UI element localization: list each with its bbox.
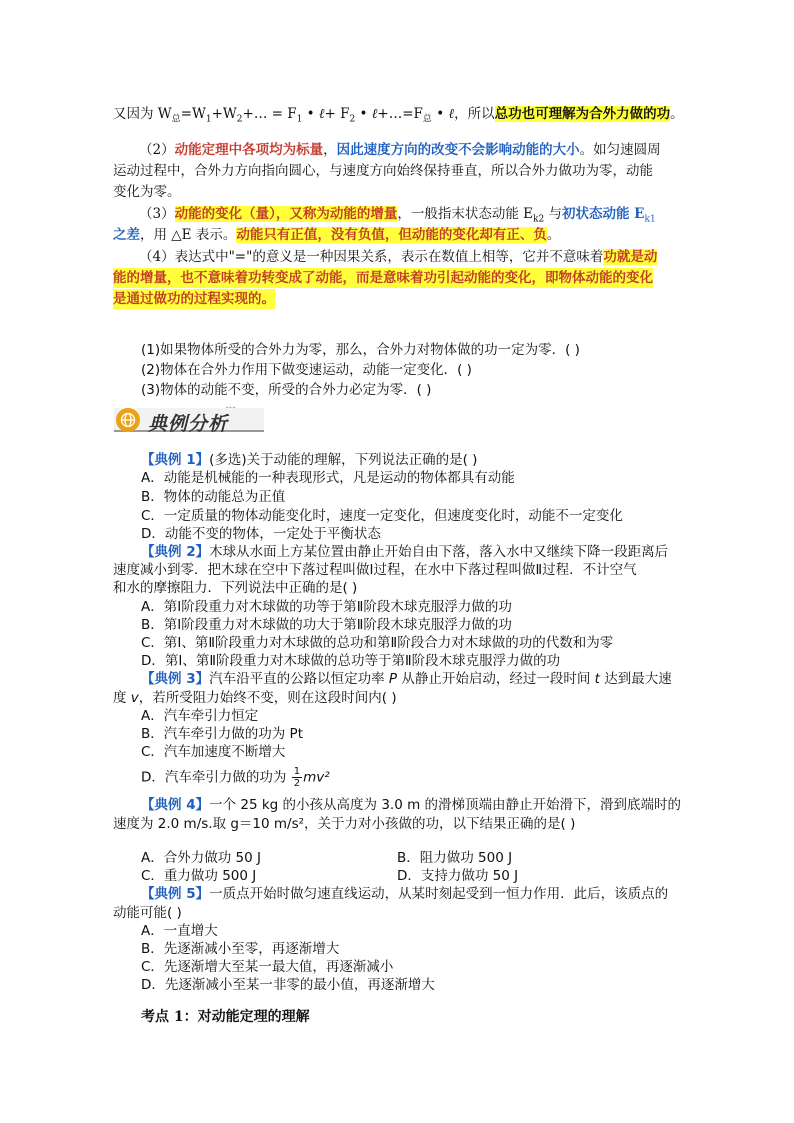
example-2-option-b: B．第Ⅰ阶段重力对木球做的功大于第Ⅱ阶段木球克服浮力做的功 (141, 617, 512, 633)
example-1-option-c: C．一定质量的物体动能变化时，速度一定变化，但速度变化时，动能不一定变化 (141, 508, 623, 524)
example-3-option-b: B．汽车牵引力做的功为 Pt (141, 726, 303, 742)
para-2-line-3: 变化为零。 (113, 184, 181, 200)
example-5-option-b: B．先逐渐减小至零，再逐渐增大 (141, 941, 340, 957)
judge-item-1: (1)如果物体所受的合外力为零，那么，合外力对物体做的功一定为零．( ) (141, 342, 580, 358)
example-5-option-a: A．一直增大 (141, 923, 218, 939)
fraction-half: $\frac{1}{2}$ (293, 766, 301, 789)
example-1-option-b: B．物体的动能总为正值 (141, 489, 286, 505)
example-4-option-b: B．阻力做功 500 J (397, 850, 513, 866)
example-3-option-d: D．汽车牵引力做的功为 $\frac{1}{2}$ mv² (141, 766, 330, 789)
example-4-stem-1: 【典例 4】一个 25 kg 的小孩从高度为 3.0 m 的滑梯顶端由静止开始滑下，滑到底端时的 (141, 797, 682, 813)
para-4-line-1: （4）表达式中"="的意义是一种因果关系，表示在数值上相等，它并不意味着功就是动 (139, 249, 658, 265)
para-3-line-2: 之差，用 △E 表示。动能只有正值，没有负值，但动能的变化却有正、负。 (113, 227, 561, 243)
example-4-option-a: A．合外力做功 50 J (141, 850, 261, 866)
example-2-stem-3: 和水的摩擦阻力．下列说法中正确的是( ) (113, 580, 358, 596)
example-2-stem-2: 速度减小到零．把木球在空中下落过程叫做Ⅰ过程，在水中下落过程叫做Ⅱ过程．不计空气 (113, 562, 637, 578)
example-5-option-d: D．先逐渐减小至某一非零的最小值，再逐渐增大 (141, 977, 435, 993)
para-2-line-1: （2）动能定理中各项均为标量，因此速度方向的改变不会影响动能的大小。如匀速圆周 (139, 142, 661, 158)
example-4-stem-2: 速度为 2.0 m/s.取 g＝10 m/s²，关于力对小孩做的功，以下结果正确的是( ) (113, 816, 576, 832)
example-1-stem: 【典例 1】(多选)关于动能的理解，下列说法正确的是( ) (141, 452, 478, 468)
example-3-stem-2: 度 v，若所受阻力始终不变，则在这段时间内( ) (113, 690, 397, 706)
example-5-stem-2: 动能可能( ) (113, 905, 182, 921)
example-3-option-c: C．汽车加速度不断增大 (141, 744, 286, 760)
judge-item-2: (2)物体在合外力作用下做变速运动，动能一定变化．( ) (141, 362, 472, 378)
section-banner (114, 404, 264, 435)
example-5-option-c: C．先逐渐增大至某一最大值，再逐渐减小 (141, 959, 394, 975)
example-4-option-c: C．重力做功 500 J (141, 868, 257, 884)
example-3-stem-1: 【典例 3】汽车沿平直的公路以恒定功率 P 从静止开始启动，经过一段时间 t 达到最大速 (141, 671, 672, 687)
example-5-stem-1: 【典例 5】一质点开始时做匀速直线运动，从某时刻起受到一恒力作用．此后，该质点的 (141, 886, 669, 902)
example-3-option-a: A．汽车牵引力恒定 (141, 708, 259, 724)
section-heading: 考点 1：对动能定理的理解 (141, 1009, 310, 1025)
para-4-line-2: 能的增量，也不意味着功转变成了动能，而是意味着功引起动能的变化，即物体动能的变化 (113, 270, 653, 286)
example-2-option-d: D．第Ⅰ、第Ⅱ阶段重力对木球做的总功等于第Ⅱ阶段木球克服浮力做的功 (141, 653, 561, 669)
judge-item-3: (3)物体的动能不变，所受的合外力必定为零．( ) (141, 382, 432, 398)
example-1-option-d: D．动能不变的物体，一定处于平衡状态 (141, 526, 381, 542)
para-4-line-3: 是通过做功的过程实现的。 (113, 291, 275, 307)
para-2-line-2: 运动过程中，合外力方向指向圆心，与速度方向始终保持垂直，所以合外力做功为零，动能 (113, 163, 653, 179)
banner-title: 典例分析 (148, 413, 229, 435)
example-1-option-a: A．动能是机械能的一种表现形式，凡是运动的物体都具有动能 (141, 470, 515, 486)
example-2-option-c: C．第Ⅰ、第Ⅱ阶段重力对木球做的总功和第Ⅱ阶段合力对木球做的功的代数和为零 (141, 635, 614, 651)
para-3-line-1: （3）动能的变化（量），又称为动能的增量，一般指末状态动能 $E_{k2}$ 与初状态动能 $E_{k1}$ (139, 206, 656, 225)
example-2-stem-1: 【典例 2】木球从水面上方某位置由静止开始自由下落，落入水中又继续下降一段距离后 (141, 544, 669, 560)
para-1-line-1: 又因为 $W_总=W_1+W_2+\dots = F_1$ • ℓ+ $F_2$ • $\ell+\dots=F_总$ • ℓ，所以总功也可理解为合外力做的功。 (113, 106, 684, 125)
example-2-option-a: A．第Ⅰ阶段重力对木球做的功等于第Ⅱ阶段木球克服浮力做的功 (141, 599, 512, 615)
example-4-option-d: D．支持力做功 50 J (397, 868, 519, 884)
